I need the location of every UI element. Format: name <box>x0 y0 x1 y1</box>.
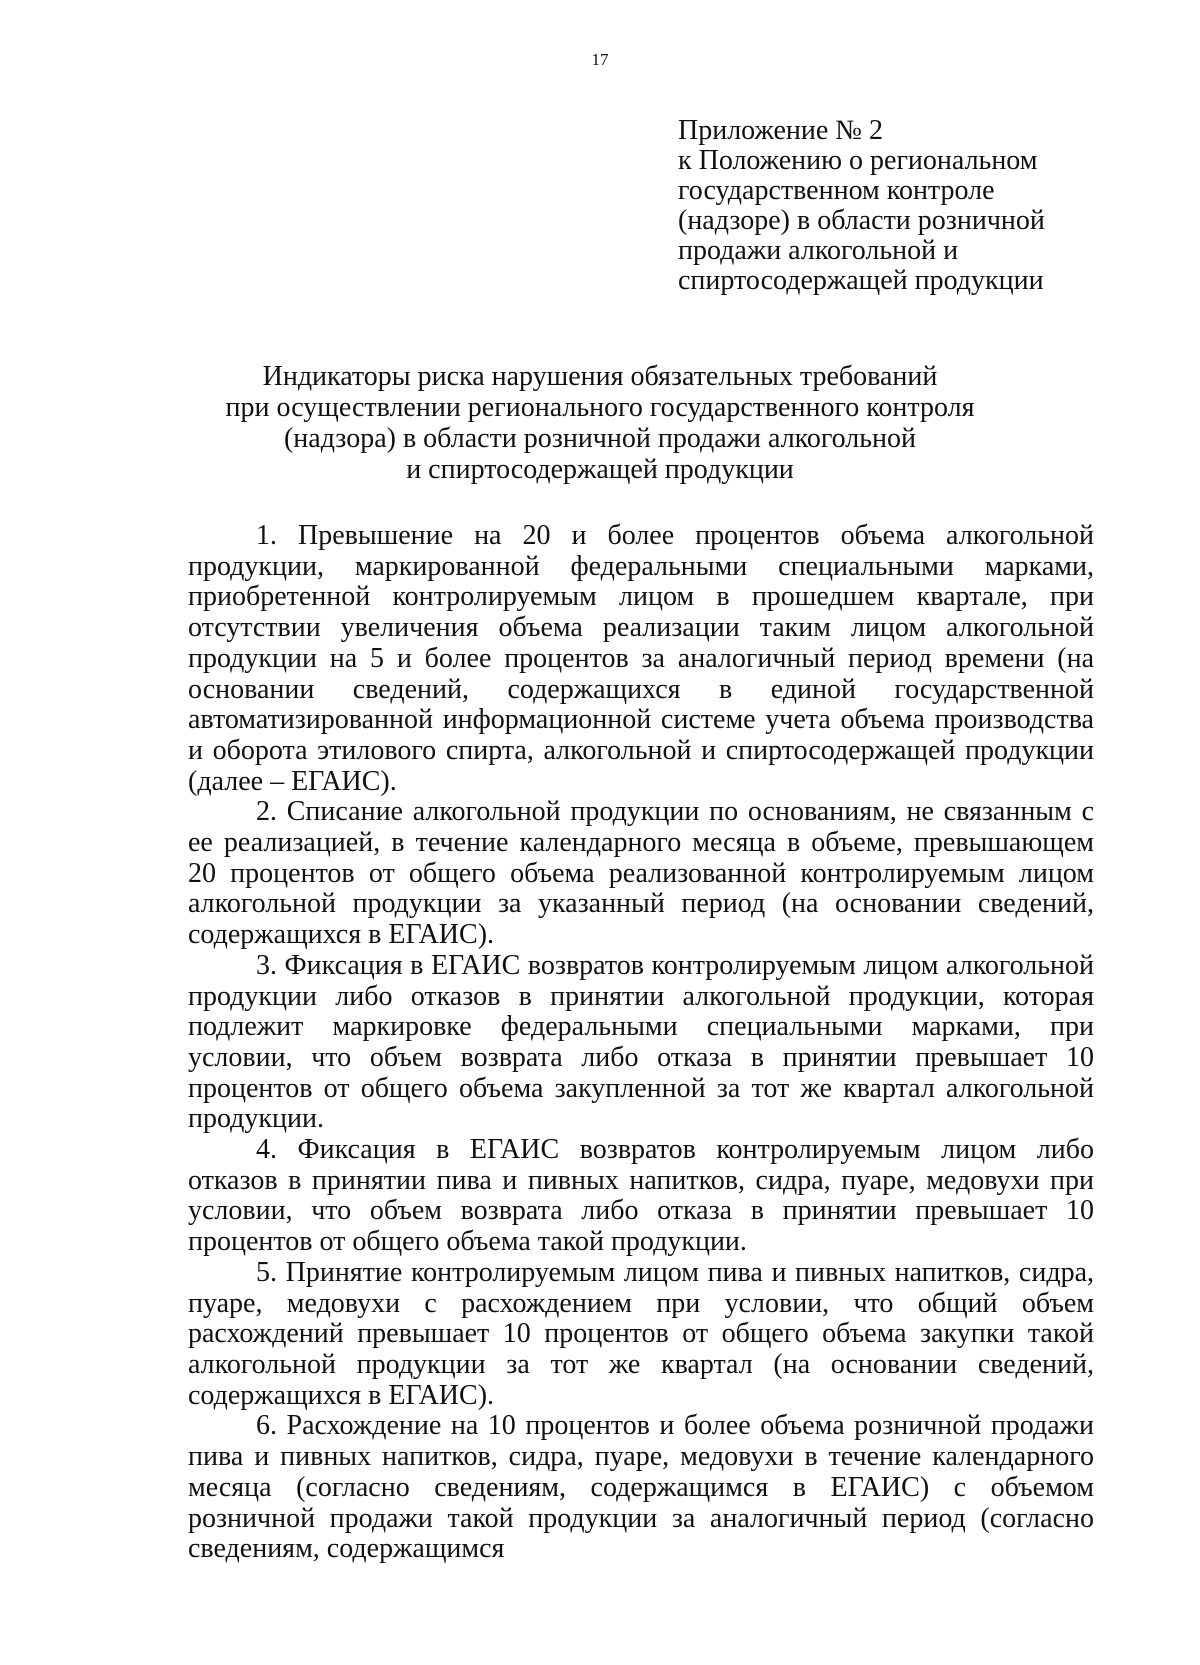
title-line: Индикаторы риска нарушения обязательных требований <box>262 361 938 392</box>
appendix-line: (надзоре) в области розничной <box>678 205 1045 236</box>
title-line: (надзора) в области розничной продажи алкогольной <box>283 423 916 454</box>
paragraph-3: 3. Фиксация в ЕГАИС возвратов контролируемым лицом алкогольной продукции либо отказов в принятии алкогольной продукции, которая подлежит маркировке федеральными специальными марками, при условии, что объем возврата либо отказа в принятии превышает 10 процентов от общего объема закупленной за тот же квартал алкогольной продукции. <box>188 949 1094 1135</box>
appendix-line: государственном контроле <box>678 175 995 206</box>
paragraph-5: 5. Принятие контролируемым лицом пива и пивных напитков, сидра, пуаре, медовухи с расхождением при условии, что общий объем расхождений превышает 10 процентов от общего объема закупки такой алкогольной продукции за тот же квартал (на основании сведений, содержащихся в ЕГАИС). <box>188 1256 1094 1411</box>
title-line: и спиртосодержащей продукции <box>406 454 794 485</box>
appendix-line: продажи алкогольной и <box>678 235 959 266</box>
paragraph-4: 4. Фиксация в ЕГАИС возвратов контролируемым лицом либо отказов в принятии пива и пивных напитков, сидра, пуаре, медовухи при условии, что объем возврата либо отказа в принятии превышает 10 процентов от общего объема такой продукции. <box>188 1134 1094 1258</box>
page-number: 17 <box>591 50 609 69</box>
paragraph-6: 6. Расхождение на 10 процентов и более объема розничной продажи пива и пивных напитков, сидра, пуаре, медовухи в течение календарного месяца (согласно сведениям, содержащимся в ЕГАИС) с объемом розничной продажи такой продукции за аналогичный период (согласно сведениям, содержащимся <box>188 1410 1094 1565</box>
document-body <box>188 521 1094 1565</box>
appendix-line: Приложение № 2 <box>678 115 883 146</box>
appendix-reference <box>678 116 1098 296</box>
paragraph-1: 1. Превышение на 20 и более процентов объема алкогольной продукции, маркированной федеральными специальными марками, приобретенной контролируемым лицом в прошедшем квартале, при отсутствии увеличения объема реализации таким лицом алкогольной продукции на 5 и более процентов за аналогичный период времени (на основании сведений, содержащихся в единой государственной автоматизированной информационной системе учета объема производства и оборота этилового спирта, алкогольной и спиртосодержащей продукции (далее – ЕГАИС). <box>188 520 1094 797</box>
appendix-line: к Положению о региональном <box>678 145 1038 176</box>
appendix-line: спиртосодержащей продукции <box>678 265 1044 296</box>
title-line: при осуществлении регионального государственного контроля <box>225 392 975 423</box>
paragraph-2: 2. Списание алкогольной продукции по основаниям, не связанным с ее реализацией, в течение календарного месяца в объеме, превышающем 20 процентов от общего объема реализованной контролируемым лицом алкогольной продукции за указанный период (на основании сведений, содержащихся в ЕГАИС). <box>188 796 1094 951</box>
document-title <box>0 361 1200 485</box>
